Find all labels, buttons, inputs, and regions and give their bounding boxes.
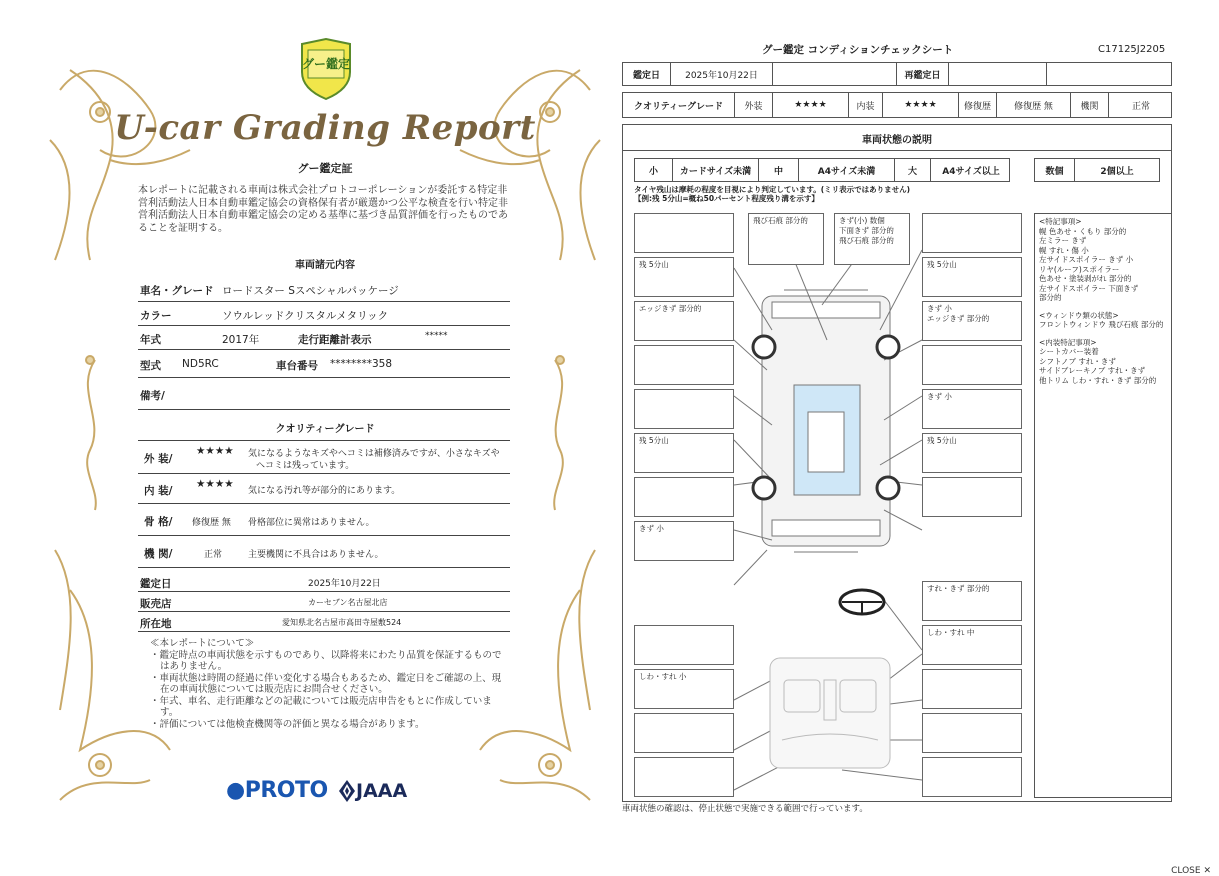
detail-box: [922, 669, 1022, 709]
detail-box: [922, 477, 1022, 517]
grade-label: 内 装/: [144, 485, 173, 497]
section-title: 車両状態の説明: [862, 135, 932, 146]
detail-box: [922, 757, 1022, 797]
spec-label: カラー: [140, 310, 172, 322]
wheel-front-left-icon: [753, 336, 775, 358]
spec-label: 型式: [140, 360, 161, 372]
legend-count-desc: 2個以上: [1100, 166, 1134, 177]
notes-title: <特記事項>: [1039, 217, 1082, 226]
note-item: 幌 色あせ・くもり 部分的: [1039, 226, 1127, 236]
legend-small-desc: カードサイズ未満: [673, 159, 759, 181]
notice-item: ・鑑定時点の車両状態を示すものであり、以降将来にわたり品質を保証するものではありません。: [150, 649, 502, 672]
grade-stars: ★★★★: [196, 445, 234, 457]
grade-label: 骨 格/: [144, 516, 173, 528]
detail-box: [634, 625, 734, 665]
dealer-row-address: [138, 612, 510, 632]
spec-value: ソウルレッドクリスタルメタリック: [222, 310, 389, 322]
spec-value: 2017年: [222, 334, 260, 346]
spec-row-color: [138, 302, 510, 326]
detail-box: [922, 301, 1022, 341]
detail-text: しわ・すれ 中: [927, 628, 975, 637]
report-script-title: U-car Grading Report: [114, 108, 536, 148]
legend-small: 小: [635, 159, 673, 181]
condition-check-sheet: [622, 40, 1174, 820]
detail-box: [922, 581, 1022, 621]
notice-title: ≪本レポートについて≫: [150, 638, 255, 649]
date-value: 2025年10月22日: [671, 63, 773, 85]
detail-box: [634, 257, 734, 297]
int-label: 内装: [849, 93, 883, 117]
repair-label: 修復歴: [959, 93, 997, 117]
spec-label: 備考/: [140, 390, 165, 402]
dealer-value: 2025年10月22日: [308, 579, 381, 589]
spec-value: ********358: [330, 358, 393, 370]
legend-mid: 中: [759, 159, 799, 181]
grade-text: 骨格部位に異常はありません。: [248, 518, 375, 528]
detail-text: 飛び石痕 部分的: [753, 216, 808, 225]
ext-stars: ★★★★: [773, 93, 849, 117]
wheel-rear-right-icon: [877, 477, 899, 499]
engine-value: 正常: [1131, 101, 1150, 112]
date-label: 鑑定日: [623, 63, 671, 85]
jaaa-mark-icon: [339, 780, 355, 802]
grade-text: 気になるようなキズやヘコミは補修済みですが、小さなキズや: [248, 449, 500, 459]
detail-box: [634, 757, 734, 797]
wheel-rear-left-icon: [753, 477, 775, 499]
note-item: シフトノブ すれ・きず: [1039, 356, 1116, 366]
spec-row-model: [138, 350, 510, 378]
spec-heading: 車両諸元内容: [295, 260, 355, 271]
grade-text: 気になる汚れ等が部分的にあります。: [248, 486, 401, 496]
spec-row-year: [138, 326, 510, 350]
steering-wheel-icon: [840, 590, 884, 614]
certificate-intro: 本レポートに記載される車両は株式会社プロトコーポレーションが委託する特定非営利活動法人日本自動車鑑定協会の資格保有者が厳選かつ公平な検査を行い特定非営利活動法人日本自動車鑑定協会の定める基準に基づき品質評価を行ったものであることを証明する。: [138, 185, 508, 234]
detail-text: 飛び石痕 部分的: [839, 236, 894, 245]
spec-value: ND5RC: [182, 358, 219, 370]
proto-logo: [226, 778, 328, 803]
detail-text: しわ・すれ 小: [639, 672, 687, 681]
svg-text:グー鑑定: グー鑑定: [301, 57, 351, 71]
quality-grade-heading: クオリティーグレード: [275, 424, 375, 435]
spec-label: 走行距離計表示: [298, 334, 372, 346]
detail-box: [922, 389, 1022, 429]
detail-box: [634, 301, 734, 341]
grade-label: 機 関/: [144, 548, 173, 560]
grade-text: ヘコミは残っています。: [256, 461, 355, 471]
notice-item: ・評価については他検査機関等の評価と異なる場合があります。: [150, 718, 425, 730]
note-item: 左ミラー きず: [1039, 236, 1087, 245]
tire-note-2: 【例:残 5分山=概ね50パーセント程度残り溝を示す】: [634, 194, 819, 203]
detail-box: [634, 669, 734, 709]
jaaa-logo: JAAA: [356, 780, 408, 802]
detail-text: 残 5分山: [927, 436, 957, 445]
dealer-value: カーセブン名古屋北店: [308, 598, 388, 607]
note-item: 幌 すれ・傷 小: [1039, 245, 1089, 255]
note-item: リヤ(ルーフ)スポイラー: [1039, 264, 1120, 274]
notes-column: [1034, 213, 1172, 798]
tire-note-1: タイヤ残山は摩耗の程度を目視により判定しています。(ミリ表示ではありません): [634, 185, 911, 194]
detail-text: エッジきず 部分的: [927, 314, 990, 323]
note-item: 色あせ・塗装剥がれ 部分的: [1039, 274, 1132, 283]
reinspect-label: 再鑑定日: [897, 63, 949, 85]
spec-label: 車名・グレード: [140, 285, 214, 297]
legend-count-label: 数個: [1035, 159, 1075, 181]
detail-box: [634, 213, 734, 253]
note-item: サイドブレーキノブ すれ・きず: [1039, 366, 1146, 375]
dealer-value: 愛知県北名古屋市高田寺屋敷524: [282, 618, 402, 627]
notice-item: ・車両状態は時間の経過に伴い変化する場合もあるため、鑑定日をご確認の上、現在の車両状態については販売店にお問合せください。: [150, 672, 502, 695]
grade-value: 修復歴 無: [192, 518, 231, 528]
detail-text: すれ・きず 部分的: [927, 584, 990, 593]
dealer-label: 販売店: [140, 598, 172, 610]
note-item: フロントウィンドウ 飛び石痕 部分的: [1039, 320, 1164, 329]
dealer-row-shop: [138, 592, 510, 612]
detail-text: 残 5分山: [639, 260, 669, 269]
detail-box: [922, 713, 1022, 753]
sheet-title: グー鑑定 コンディションチェックシート: [762, 44, 954, 56]
spec-label: 年式: [140, 334, 161, 346]
detail-box: [634, 389, 734, 429]
detail-text: きず 小: [639, 524, 664, 533]
detail-box: [922, 433, 1022, 473]
grade-text: 主要機関に不具合はありません。: [248, 550, 384, 560]
note-item: 左サイドスポイラー きず 小: [1039, 255, 1134, 264]
spec-value: *****: [425, 331, 448, 341]
detail-box: [922, 257, 1022, 297]
notes-title: <内装特記事項>: [1039, 337, 1097, 347]
detail-box: [634, 433, 734, 473]
grading-certificate: [40, 30, 610, 820]
detail-text: きず(小) 数個: [839, 216, 885, 225]
spec-value: ロードスター Sスペシャルパッケージ: [222, 285, 399, 297]
detail-box: [634, 345, 734, 385]
repair-value: 修復歴 無: [997, 93, 1071, 117]
grade-stars: ★★★★: [196, 478, 234, 490]
report-notice: [150, 638, 510, 730]
detail-box: [922, 345, 1022, 385]
legend-large: 大: [895, 159, 931, 181]
legend-large-desc: A4サイズ以上: [942, 166, 1000, 177]
grade-row-exterior: [138, 440, 510, 474]
sheet-id: C17125J2205: [1098, 44, 1166, 55]
detail-text: 下面きず 部分的: [839, 226, 894, 235]
grade-row-engine: [138, 536, 510, 568]
dealer-row-date: [138, 572, 510, 592]
notes-title: <ウィンドウ類の状態>: [1039, 310, 1119, 320]
goo-kantei-badge-icon: [298, 38, 354, 100]
spec-label: 車台番号: [276, 360, 318, 372]
footer-logos: [226, 778, 426, 806]
detail-text: 残 5分山: [639, 436, 669, 445]
grade-value: 正常: [204, 550, 223, 560]
note-item: 左サイドスポイラー 下面きず: [1039, 283, 1139, 293]
legend-mid-desc: A4サイズ未満: [799, 159, 895, 181]
detail-box: [922, 625, 1022, 665]
detail-box: [634, 713, 734, 753]
spec-row-remarks: [138, 378, 510, 410]
detail-text: きず 小: [927, 304, 952, 313]
detail-text: きず 小: [927, 392, 952, 401]
grade-row-interior: [138, 474, 510, 504]
dealer-label: 鑑定日: [140, 578, 172, 590]
ext-label: 外装: [735, 93, 773, 117]
int-stars: ★★★★: [883, 93, 959, 117]
grade-row-frame: [138, 504, 510, 536]
sheet-footer: 車両状態の確認は、停止状態で実施できる範囲で行っています。: [622, 804, 868, 814]
notice-item: ・年式、車名、走行距離などの記載については販売店申告をもとに作成しています。: [150, 695, 492, 718]
quality-label: クオリティーグレード: [623, 93, 735, 117]
detail-box: [922, 213, 1022, 253]
proto-mark-icon: ●: [226, 778, 245, 803]
note-item: 部分的: [1039, 293, 1062, 302]
detail-box: [634, 477, 734, 517]
certificate-heading: グー鑑定証: [297, 162, 353, 175]
spec-row-name: [138, 276, 510, 302]
detail-text: エッジきず 部分的: [639, 304, 702, 313]
detail-box: [634, 521, 734, 561]
close-button[interactable]: CLOSE ✕: [1171, 866, 1211, 876]
detail-text: 残 5分山: [927, 260, 957, 269]
dealer-label: 所在地: [140, 618, 172, 630]
engine-label: 機関: [1071, 93, 1109, 117]
grade-label: 外 装/: [144, 453, 173, 465]
proto-logo-text: PROTO: [244, 778, 328, 803]
note-item: 他トリム しわ・すれ・きず 部分的: [1039, 375, 1157, 385]
wheel-front-right-icon: [877, 336, 899, 358]
detail-box: [748, 213, 824, 265]
note-item: シートカバー装着: [1039, 347, 1099, 356]
detail-box: [834, 213, 910, 265]
